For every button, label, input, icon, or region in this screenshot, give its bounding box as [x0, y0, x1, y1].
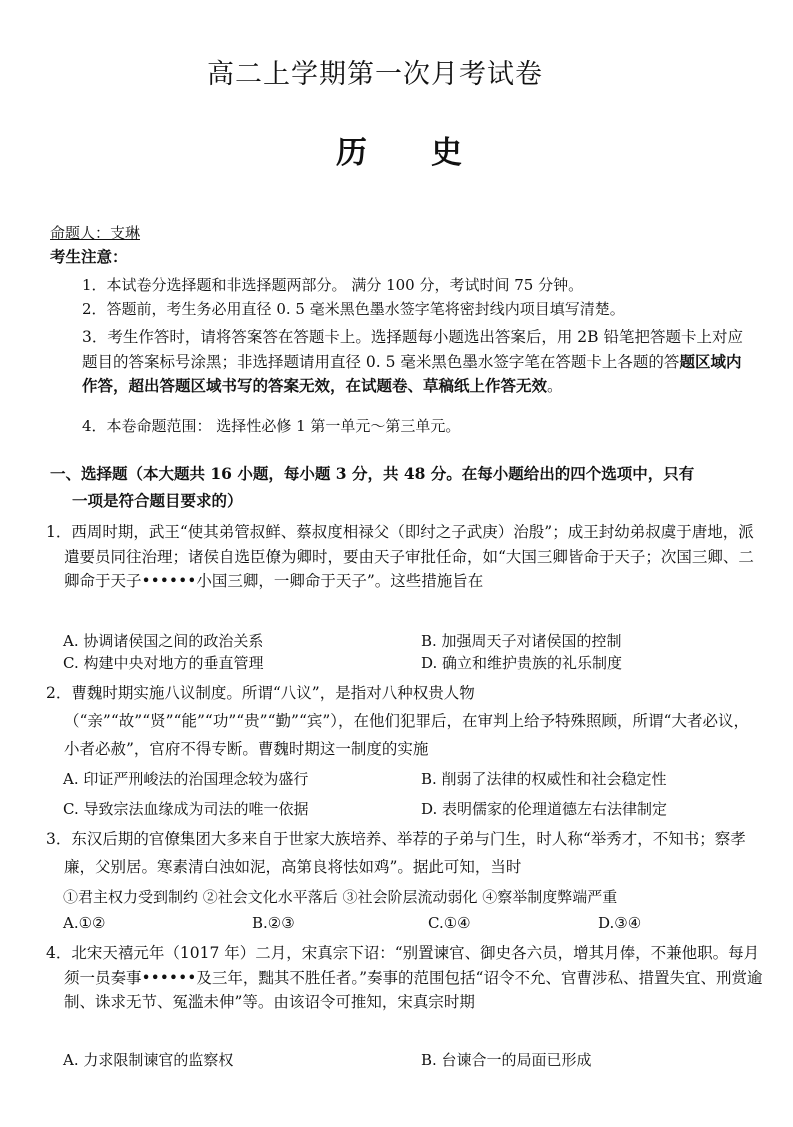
- q4-option-a[interactable]: A. 力求限制谏官的监察权: [63, 1051, 234, 1069]
- notice-item-4: 4．本卷命题范围： 选择性必修 1 第一单元～第三单元。: [82, 417, 461, 435]
- question-3-stem: 3．东汉后期的官僚集团大多来自于世家大族培养、举荐的子弟与门生，时人称“举秀才，不知书；察孝廉，父别居。寒素清白浊如泥，高第良将怯如鸡”。据此可知，当时: [46, 830, 746, 876]
- author-line: 命题人：支琳: [50, 224, 141, 242]
- q1-option-d[interactable]: D. 确立和维护贵族的礼乐制度: [421, 654, 623, 672]
- question-4-stem: 4．北宋天禧元年（1017 年）二月，宋真宗下诏：“别置谏官、御史各六员，增其月俸，不兼他职。每月须一员奏事••••••及三年，黜其不胜任者。”奏事的范围包括“诏令不允、官曹涉私、措置失宜、刑赏逾制、诛求无节、冤滥未伸”等。由该诏令可推知，宋真宗时期: [46, 944, 763, 1011]
- section-heading-line1: 一、选择题（本大题共 16 小题，每小题 3 分，共 48 分。在每小题给出的四个选项中，只有: [50, 464, 695, 483]
- question-2-stem: 2．曹魏时期实施八议制度。所谓“八议”，是指对八种权贵人物（“亲”“故”“贤”“能”“功”“贵”“勤”“宾”），在他们犯罪后，在审判上给予特殊照顾，所谓“大者必议，小者必赦”，官府不得专断。曹魏时期这一制度的实施: [46, 684, 749, 758]
- notice-item-3: 3．考生作答时，请将答案答在答题卡上。选择题每小题选出答案后，用 2B 铅笔把答题卡上对应题目的答案标号涂黑；非选择题请用直径 0. 5 毫米黑色墨水签字笔在答题卡上各题的答题区域内作答，超出答题区域书写的答案无效，在试题卷、草稿纸上作答无效。: [82, 328, 743, 395]
- subject-title: [336, 127, 464, 172]
- notice-item-2: 2．答题前，考生务必用直径 0. 5 毫米黑色墨水签字笔将密封线内项目填写清楚。: [82, 300, 625, 318]
- q2-option-c[interactable]: C. 导致宗法血缘成为司法的唯一依据: [63, 800, 309, 818]
- question-1-stem: 1．西周时期，武王“使其弟管叔鲜、蔡叔度相禄父（即纣之子武庚）治殷”；成王封幼弟叔虞于唐地，派遣要员同往治理；诸侯自选臣僚为卿时，要由天子审批任命，如“大国三卿皆命于天子；次国三卿、二卿命于天子••••••小国三卿，一卿命于天子”。这些措施旨在: [46, 523, 754, 590]
- q2-option-a[interactable]: A. 印证严刑峻法的治国理念较为盛行: [63, 770, 309, 788]
- exam-title: 高二上学期第一次月考试卷: [207, 59, 543, 90]
- q3-option-b[interactable]: B.②③: [252, 914, 295, 932]
- notice-item-3-emphasis: 题区域内作答，超出答题区域书写的答案无效，在试题卷、草稿纸上作答无效: [82, 351, 742, 395]
- notice-heading: 考生注意：: [50, 247, 128, 266]
- q2-option-b[interactable]: B. 削弱了法律的权威性和社会稳定性: [421, 770, 667, 788]
- q2-option-d[interactable]: D. 表明儒家的伦理道德左右法律制定: [421, 800, 668, 818]
- q3-statements: ①君主权力受到制约 ②社会文化水平落后 ③社会阶层流动弱化 ④察举制度弊端严重: [63, 888, 618, 906]
- notice-item-1: 1．本试卷分选择题和非选择题两部分。 满分 100 分，考试时间 75 分钟。: [82, 276, 584, 294]
- subject-char-left: 历: [336, 135, 369, 171]
- subject-char-right: 史: [431, 135, 464, 171]
- q1-option-b[interactable]: B. 加强周天子对诸侯国的控制: [421, 632, 622, 650]
- q1-option-a[interactable]: A. 协调诸侯国之间的政治关系: [63, 632, 264, 650]
- q3-option-d[interactable]: D.③④: [598, 914, 642, 932]
- section-heading-line2: 一项是符合题目要求的）: [72, 491, 243, 510]
- q4-option-b[interactable]: B. 台谏合一的局面已形成: [421, 1051, 592, 1069]
- q3-option-a[interactable]: A.①②: [63, 914, 106, 932]
- q3-option-c[interactable]: C.①④: [428, 914, 471, 932]
- q1-option-c[interactable]: C. 构建中央对地方的垂直管理: [63, 654, 264, 672]
